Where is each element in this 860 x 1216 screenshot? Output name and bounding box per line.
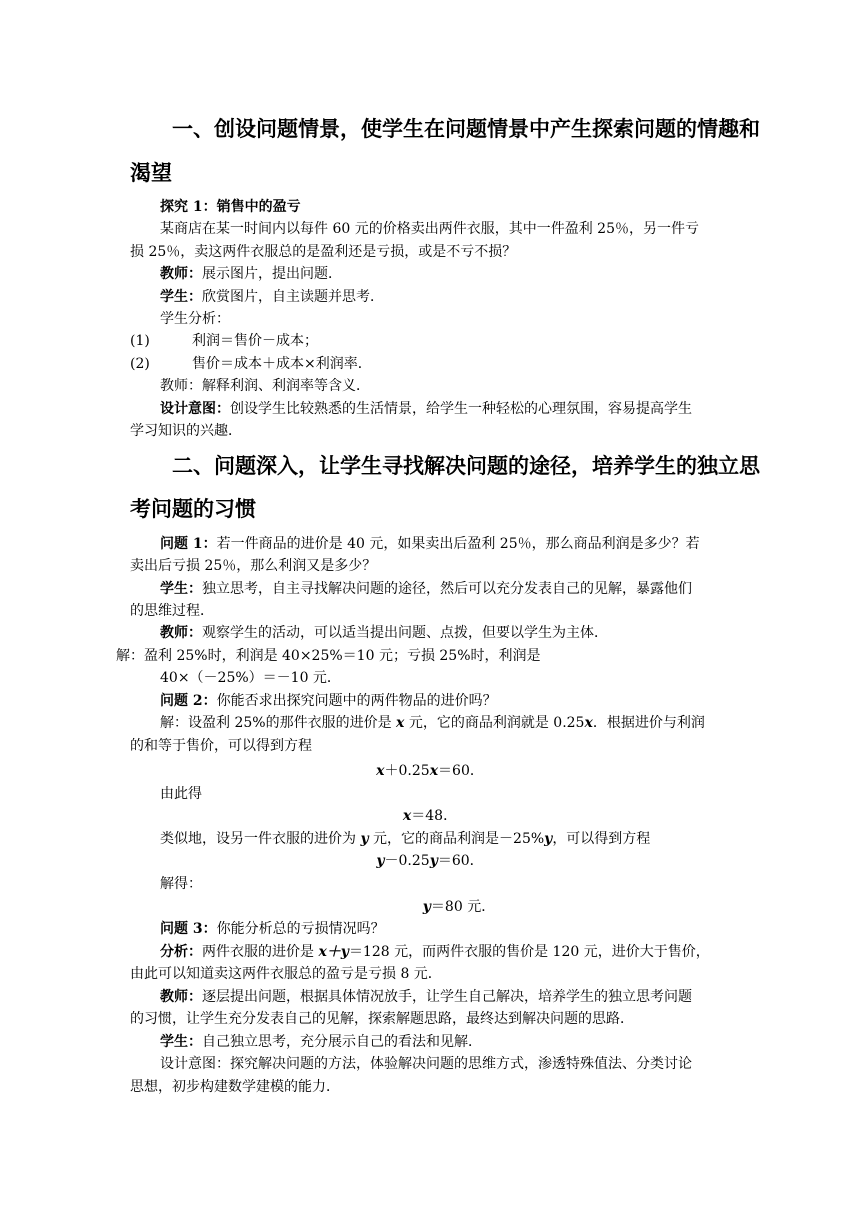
student-analysis-label: 学生分析：: [160, 311, 230, 327]
section2-heading: 二、问题深入，让学生寻找解决问题的途径，培养学生的独立思: [172, 453, 760, 478]
teacher-explain: 教师：解释利润、利润率等含义．: [160, 378, 370, 394]
teacher-line: 教师：展示图片，提出问题．: [160, 266, 342, 282]
student-think-cont: 的思维过程．: [130, 603, 214, 619]
analysis-item-1: (1) 利润＝售价－成本；: [130, 333, 318, 349]
solution-1: 解：盈利 25%时，利润是 40×25%＝10 元；亏损 25%时，利润是: [116, 648, 541, 664]
by-this-label: 由此得: [160, 786, 202, 802]
question-3: 问题 3：你能分析总的亏损情况吗？: [160, 921, 385, 937]
question-1-cont: 卖出后亏损 25％，那么利润又是多少？: [130, 558, 377, 574]
student-independent: 学生：自己独立思考，充分展示自己的看法和见解．: [160, 1034, 482, 1050]
student-think: 学生：独立思考，自主寻找解决问题的途径，然后可以充分发表自己的见解，暴露他们: [160, 581, 692, 597]
question-2-solution-cont: 的和等于售价，可以得到方程: [130, 738, 312, 754]
student-line: 学生：欣赏图片，自主读题并思考．: [160, 289, 384, 305]
analysis-line-cont: 由此可以知道卖这两件衣服总的盈亏是亏损 8 元．: [130, 966, 442, 982]
teacher-layered: 教师：逐层提出问题，根据具体情况放手，让学生自己解决，培养学生的独立思考问题: [160, 989, 692, 1005]
teacher-observe: 教师：观察学生的活动，可以适当提出问题、点拨，但要以学生为主体．: [160, 625, 608, 641]
section2-heading-cont: 考问题的习惯: [130, 496, 256, 521]
equation-2: x＝48．: [402, 808, 458, 824]
question-1: 问题 1：若一件商品的进价是 40 元，如果卖出后盈利 25％，那么商品利润是多少？若: [160, 536, 700, 552]
question-2: 问题 2：你能否求出探究问题中的两件物品的进价吗？: [160, 693, 497, 709]
design-intent-2: 设计意图：探究解决问题的方法，体验解决问题的思维方式，渗透特殊值法、分类讨论: [160, 1056, 692, 1072]
design-intent: 设计意图：创设学生比较熟悉的生活情景，给学生一种轻松的心理氛围，容易提高学生: [160, 401, 692, 417]
equation-1: x＋0.25x＝60．: [376, 763, 484, 779]
solve-label: 解得：: [160, 876, 202, 892]
problem-text: 某商店在某一时间内以每件 60 元的价格卖出两件衣服，其中一件盈利 25％，另一件亏: [160, 221, 699, 237]
design-intent-2-cont: 思想，初步构建数学建模的能力．: [130, 1079, 340, 1095]
solution-1-cont: 40×（－25%）＝－10 元．: [160, 670, 341, 686]
section1-heading-cont: 渴望: [130, 160, 172, 185]
problem-text-cont: 损 25％，卖这两件衣服总的是盈利还是亏损，或是不亏不损？: [130, 244, 517, 260]
analysis-line: 分析：两件衣服的进价是 x＋y＝128 元，而两件衣服的售价是 120 元，进价大于售价，: [160, 944, 710, 960]
teacher-layered-cont: 的习惯，让学生充分发表自己的见解，探索解题思路，最终达到解决问题的思路．: [130, 1011, 634, 1027]
design-intent-cont: 学习知识的兴趣．: [130, 423, 242, 439]
equation-4: y＝80 元．: [422, 899, 496, 915]
section1-heading: 一、创设问题情景，使学生在问题情景中产生探索问题的情趣和: [172, 116, 760, 141]
equation-3: y－0.25y＝60．: [376, 853, 484, 869]
analysis-item-2: (2) 售价＝成本＋成本×利润率．: [130, 356, 372, 372]
similar-line: 类似地，设另一件衣服的进价为 y 元，它的商品利润是－25%y，可以得到方程: [160, 831, 651, 847]
question-2-solution: 解：设盈利 25%的那件衣服的进价是 x 元，它的商品利润就是 0.25x．根据进价与利润: [160, 715, 705, 731]
explore-title: 探究 1：销售中的盈亏: [160, 199, 301, 215]
